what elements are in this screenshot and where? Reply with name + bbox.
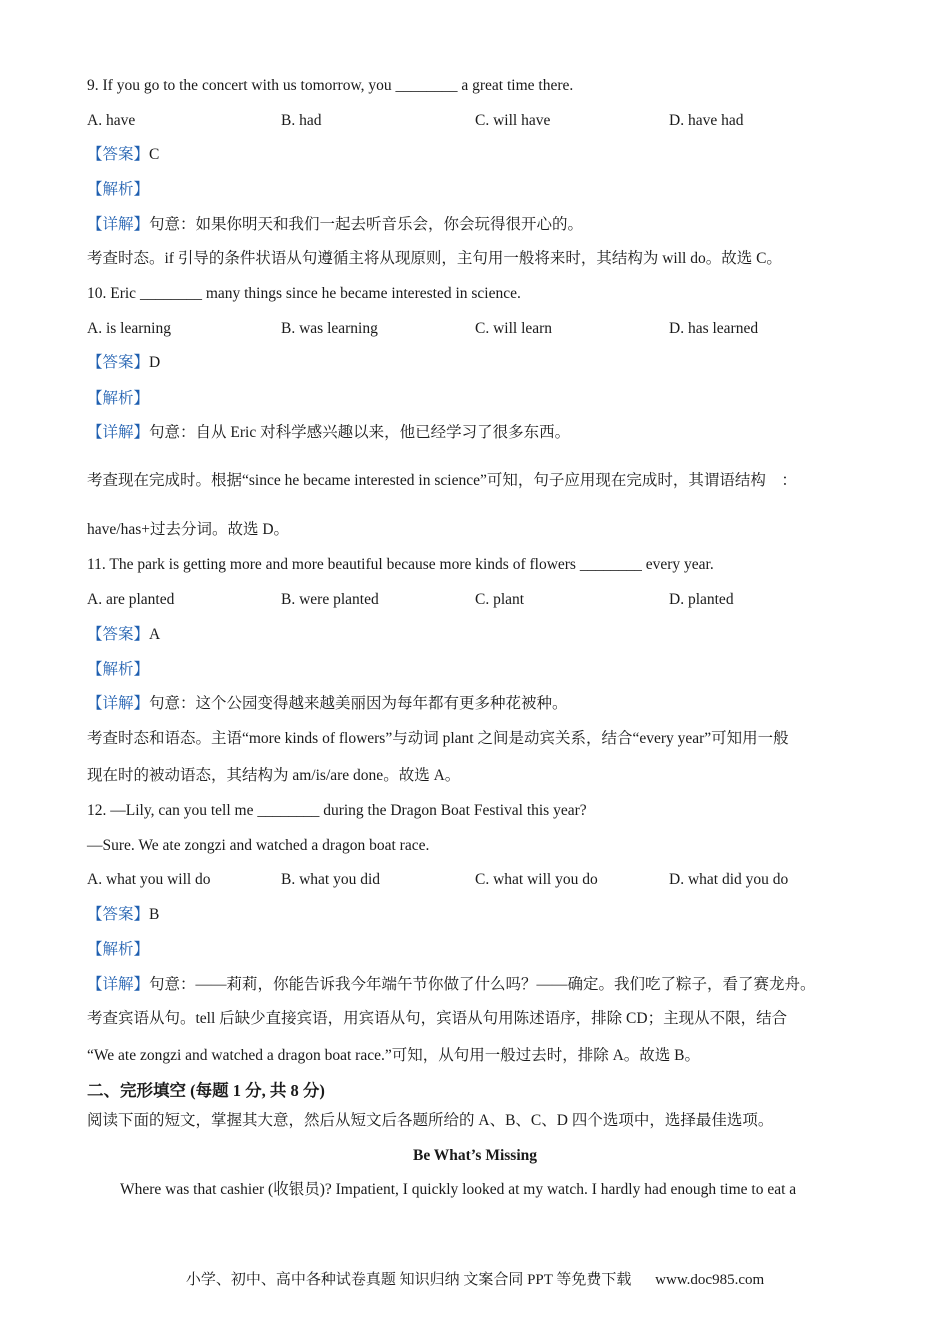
analysis-tag: 【解析】 [87,941,150,958]
q11-option-b: B. were planted [281,591,379,608]
answer-tag: 【答案】 [87,626,150,643]
q9-option-b: B. had [281,112,322,129]
article-title: Be What’s Missing [412,1147,537,1164]
q10-options [87,319,887,339]
q10-explain-1: 考查现在完成时。根据“since he became interested in science”可知，句子应用现在完成时，其谓语结构 ： [87,472,797,489]
q10-answer [87,353,870,373]
analysis-tag: 【解析】 [87,390,150,407]
q12-option-b: B. what you did [281,871,381,888]
q12-stem-2: —Sure. We ate zongzi and watched a dragon boat race. [87,837,430,854]
q9-option-c: C. will have [475,112,551,129]
q11-option-c: C. plant [475,591,525,608]
q9-explain: 考查时态。if 引导的条件状语从句遵循主将从现原则，主句用一般将来时，其结构为 will do。故选 C。 [87,250,782,267]
article-first-line: Where was that cashier (收银员)? Impatient, I quickly looked at my watch. I hardly had enough time to eat a [120,1181,797,1198]
q12-option-c: C. what will you do [475,871,598,888]
q12-options [87,870,887,890]
q10-detail [87,423,870,443]
q11-stem: 11. The park is getting more and more beautiful because more kinds of flowers ________ every year. [87,556,714,573]
q11-detail [87,694,870,714]
q10-option-c: C. will learn [475,320,553,337]
answer-value: A [149,626,161,643]
q9-option-a: A. have [87,112,136,129]
answer-value: D [149,354,161,371]
detail-text: 句意：如果你明天和我们一起去听音乐会，你会玩得很开心的。 [149,216,584,233]
section-2-title: 二、完形填空 (每题 1 分, 共 8 分) [87,1081,325,1100]
q12-detail [87,975,870,995]
q12-stem-1: 12. —Lily, can you tell me ________ during the Dragon Boat Festival this year? [87,802,587,819]
q10-option-a: A. is learning [87,320,171,337]
answer-tag: 【答案】 [87,146,150,163]
detail-tag: 【详解】 [87,424,150,441]
detail-text: 句意：——莉莉，你能告诉我今年端午节你做了什么吗？——确定。我们吃了粽子，看了赛龙舟。 [149,976,816,993]
q12-analysis-tag [87,940,870,960]
q11-option-a: A. are planted [87,591,175,608]
q10-option-b: B. was learning [281,320,378,337]
footer-text: 小学、初中、高中各种试卷真题 知识归纳 文案合同 PPT 等免费下载 [185,1272,632,1288]
section-2-instruction: 阅读下面的短文，掌握其大意，然后从短文后各题所给的 A、B、C、D 四个选项中，选择最佳选项。 [87,1112,774,1129]
detail-tag: 【详解】 [87,695,150,712]
q10-explain-2: have/has+过去分词。故选 D。 [87,521,290,538]
q9-answer [87,145,870,165]
q12-option-a: A. what you will do [87,871,211,888]
q9-analysis-tag [87,180,870,200]
detail-tag: 【详解】 [87,976,150,993]
q9-option-d: D. have had [669,112,744,129]
q11-explain-1: 考查时态和语态。主语“more kinds of flowers”与动词 plant 之间是动宾关系，结合“every year”可知用一般 [87,730,789,747]
q10-stem: 10. Eric ________ many things since he became interested in science. [87,285,521,302]
answer-value: C [149,146,160,163]
q12-explain-1: 考查宾语从句。tell 后缺少直接宾语，用宾语从句，宾语从句用陈述语序，排除 CD；主现从不限，结合 [87,1010,788,1027]
q12-option-d: D. what did you do [669,871,789,888]
q11-options [87,590,887,610]
answer-value: B [149,906,160,923]
q11-option-d: D. planted [669,591,734,608]
q11-answer [87,625,870,645]
q11-explain-2: 现在时的被动语态，其结构为 am/is/are done。故选 A。 [87,767,461,784]
q12-explain-2: “We ate zongzi and watched a dragon boat race.”可知，从句用一般过去时，排除 A。故选 B。 [87,1047,700,1064]
q10-option-d: D. has learned [669,320,759,337]
answer-tag: 【答案】 [87,906,150,923]
answer-tag: 【答案】 [87,354,150,371]
q9-detail [87,215,870,235]
footer-site-link[interactable]: www.doc985.com [655,1272,765,1288]
detail-tag: 【详解】 [87,216,150,233]
detail-text: 句意：这个公园变得越来越美丽因为每年都有更多种花被种。 [149,695,568,712]
analysis-tag: 【解析】 [87,661,150,678]
q10-analysis-tag [87,389,870,409]
page-footer [0,1270,950,1290]
q9-options [87,111,887,131]
q12-answer [87,905,870,925]
q9-stem: 9. If you go to the concert with us tomorrow, you ________ a great time there. [87,77,574,94]
q11-analysis-tag [87,660,870,680]
detail-text: 句意：自从 Eric 对科学感兴趣以来，他已经学习了很多东西。 [149,424,571,441]
analysis-tag: 【解析】 [87,181,150,198]
